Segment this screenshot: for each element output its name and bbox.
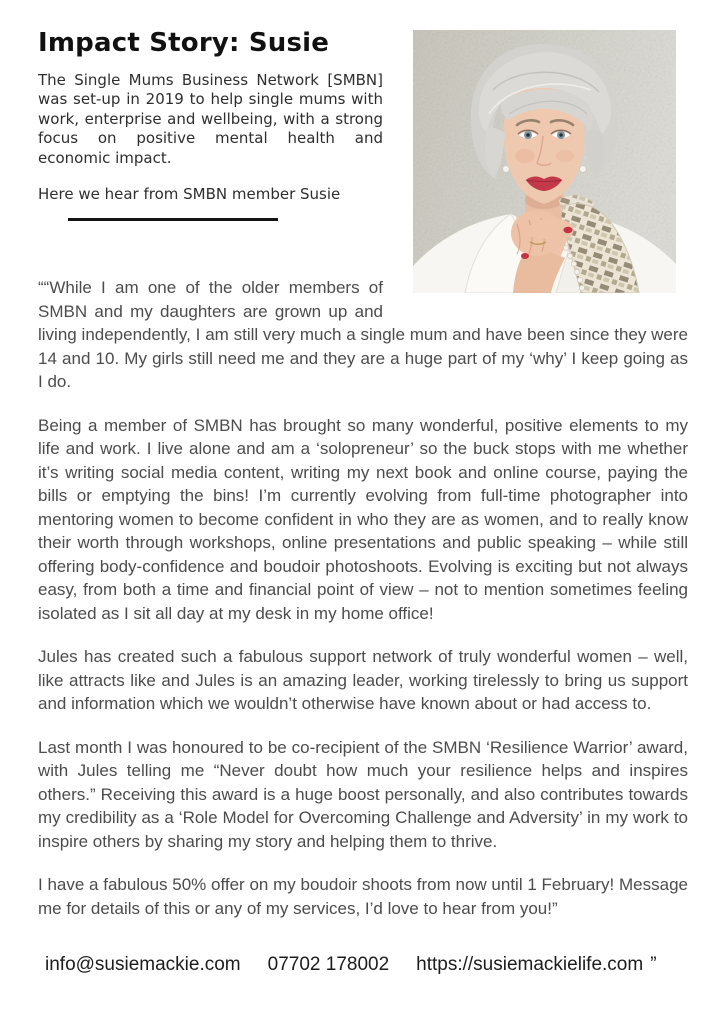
story-paragraph-4: Last month I was honoured to be co-recipient of the SMBN ‘Resilience Warrior’ award, with Jules telling me “Never doubt how much your resilience helps and inspires others.” Receiving this award is a huge boost personally, and also contributes towards my credibility as a ‘Role Model for Overcoming Challenge and Adversity’ in my work to inspire others by sharing my story and helping them to thrive. (38, 737, 688, 851)
contact-website: https://susiemackielife.com (416, 954, 644, 975)
contact-phone: 07702 178002 (267, 954, 390, 975)
story-paragraph-2: Being a member of SMBN has brought so many wonderful, positive elements to my life and work. I live alone and am a ‘solopreneur’ so the buck stops with me whether it’s writing social media content, writing my next book and online course, paying the bills or emptying the bins! I’m currently evolving from full-time photographer into mentoring women to become confident in who they are as women, and to really know their worth through workshops, online presentations and public speaking – while still offering body-confidence and boudoir photoshoots. Evolving is exciting but not always easy, from both a time and financial point of view – not to mention sometimes feeling isolated as I sit all day at my desk in my home office! (38, 415, 688, 623)
story-paragraph-1: ““While I am one of the older members of SMBN and my daughters are grown up and living independently, I am still very much a single mum and have been since they were 14 and 10. My girls still need me and they are a huge part of my ‘why’ I keep going as I do. (38, 278, 688, 391)
portrait-photo (413, 30, 676, 293)
intro-paragraph: The Single Mums Business Network [SMBN] was set-up in 2019 to help single mums with work, enterprise and wellbeing, with a strong focus on positive mental health and economic impact. (38, 70, 383, 167)
lead-in-text: Here we hear from SMBN member Susie (38, 185, 341, 203)
story-paragraph-3: Jules has created such a fabulous support network of truly wonderful women – well, like attracts like and Jules is an amazing leader, working tirelessly to bring us support and information which we wouldn’t otherwise have known about or had access to. (38, 647, 688, 713)
story-paragraph-5: I have a fabulous 50% offer on my boudoir shoots from now until 1 February! Message me for details of this or any of my services, I’d love to hear from you!” (38, 875, 688, 918)
portrait-photo-image (413, 30, 676, 293)
closing-quote-mark: ” (650, 954, 657, 975)
story-body (38, 221, 688, 920)
page-title: Impact Story: Susie (38, 28, 330, 58)
contact-email: info@susiemackie.com (45, 954, 241, 975)
contact-footer (45, 954, 705, 976)
